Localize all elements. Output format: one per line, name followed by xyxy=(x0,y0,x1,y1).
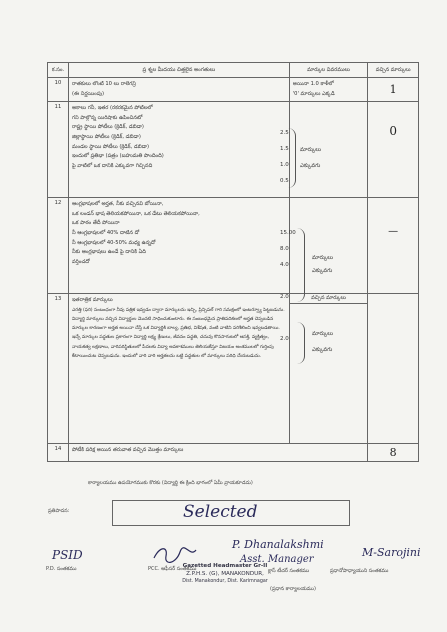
signature-pd: PSID xyxy=(52,548,83,562)
signature-caption: క్లాస్ టీచర్ సంతకము xyxy=(268,568,310,574)
marks-value: 4.0 xyxy=(280,262,289,268)
marks-detail: '0' మార్కులు ఎక్కడి xyxy=(292,90,335,97)
signature-teacher-title: Asst. Manager xyxy=(240,554,314,565)
marks-value: 2.0 xyxy=(280,294,289,300)
marks-value: 1.0 xyxy=(280,162,289,168)
signature-principal: M-Sarojini xyxy=(362,546,421,559)
stamp-line: Gazetted Headmaster Gr-II xyxy=(182,563,268,569)
awarded-marks: — xyxy=(388,226,399,238)
marks-detail: అయినా 1.0 కాళీలో xyxy=(292,81,334,87)
row-title: ఇతరాత్రిక మార్కులు xyxy=(71,297,113,304)
table-row xyxy=(48,78,419,102)
row-number: 13 xyxy=(48,294,69,444)
marks-note: ఎక్కువగు xyxy=(300,163,321,169)
awarded-marks: 1 xyxy=(389,83,397,96)
row-number: 14 xyxy=(48,444,69,462)
marks-value: 8.0 xyxy=(280,246,289,252)
table-row xyxy=(48,102,419,198)
row-description: గని పాల్గొన్న యిరిషాకు ఉపించినటో xyxy=(71,114,143,121)
row-paragraph: ఎరత్తి (ఫరి) సంబంధంగా నీవు పత్రిక ఇవ్వడం ద్వారా మార్కులను ఇచ్చి, ప్రిన్సిపల్ గారి సమక్షంలో ఇంటర్వ్యూ పెట్టబడును. విద్యార్థి మార్కులు వచ్చిన విద్యార్థుల మొదటి సాధించుకుంటారు. ఈ సంబంధమైన ప్రాతిపదికలలో అర్హత చెప్పబడిన మార్కుల కారణంగా అర్హత అయినా చేస్తే ఒక విద్యార్థికి బాల్య, ప్రతిభ, విశేషత, వంటి వాటిని పరిశీలించి ఇవ్వబడతాయి. ఇచ్చే మార్కుల పద్ధతుల ప్రకారంగా విద్యార్థి లక్ష్య శ్రేణులు, జీవనం పద్ధతి, చదువు కొనసాగుటలో ఆసక్తి, వ్యక్తిత్వం, నాయకత్వ లక్షణాలు, వారిపరిస్థితులలో పేదలకు విద్యా అవకాశములు తెలియజేస్తూ విజయం అంశములలో గుర్తింపు కేటాయించుట చెప్పబడును. ఇందులో వారి వారి అర్హతలను బట్టి పద్ధతుల లో మార్కులు పరిధి చేయబడును. xyxy=(71,307,285,359)
row-number: 11 xyxy=(48,102,69,198)
header-marks: మార్కుల వివరములు xyxy=(289,63,368,78)
result-label: ప్రతిపాదన: xyxy=(48,508,70,514)
row-description: ఒక పాఠం తేదీ పోయినా xyxy=(71,220,120,227)
row-description: అకాలు గనీ, ఇతర (రకరకమైన పోటిలలో xyxy=(71,105,153,112)
row-number: 10 xyxy=(48,78,69,102)
marks-note: మార్కులు xyxy=(300,147,322,153)
marks-value: 0.5 xyxy=(280,178,289,184)
stamp-line: Z.P.H.S. (G), MANAKONDUR, xyxy=(186,571,264,577)
marks-value: 2.5 xyxy=(280,130,289,136)
row-description: (ఈ నిర్ణయింపు) xyxy=(71,90,105,97)
signature-teacher: P. Dhanalakshmi xyxy=(232,538,324,551)
signature-caption: PCC. ఆఫీసర్ సంతకము xyxy=(148,566,197,572)
row-description: నీకు ఆంగ్లభాషలు ఉండే పై దానికి ఏది xyxy=(71,249,146,256)
row-description: ఆంగ్లభాషలలో అర్హత, నీకు వచ్చినవి బోయినా, xyxy=(71,201,164,208)
office-caption: (ప్రధాన కార్యాలయము) xyxy=(270,586,316,592)
marks-table xyxy=(47,62,419,462)
awarded-marks: 0 xyxy=(389,124,397,139)
marks-note: మార్కులు xyxy=(312,331,334,337)
table-row xyxy=(48,198,419,294)
result-handwritten: Selected xyxy=(183,502,258,522)
row-description: పై వాటిలో ఒక దానికి ఎక్కువగా గిచ్చినది xyxy=(71,162,153,169)
marks-note: మార్కులు xyxy=(312,255,334,261)
signature-caption: ప్రధానోపాధ్యాయుని సంతకము xyxy=(330,568,389,574)
brace xyxy=(294,228,305,302)
headmaster-stamp xyxy=(165,562,285,586)
result-box xyxy=(112,500,350,526)
marks-note: ఎక్కువగు xyxy=(312,347,333,353)
header-no: క.సం. xyxy=(48,63,69,78)
row-number: 12 xyxy=(48,198,69,294)
marks-note: ఎక్కువగు xyxy=(312,268,333,274)
table-row xyxy=(48,294,419,444)
table-header-row xyxy=(48,63,419,78)
header-description: ప్ర శ్నల మీదయు చిత్తలైన అంగతులు xyxy=(68,63,289,78)
header-awarded: వచ్చిన మార్కులు xyxy=(368,63,419,78)
table-row xyxy=(48,444,419,462)
row-description: నీ ఆంగ్లభాషలలో 40% దాటిన దో xyxy=(71,229,140,236)
signature-caption: P.D. సంతకము xyxy=(46,566,77,572)
office-note: కార్యాలయము ఉపయోగముకు కొరకు (విద్యార్థి ఈ క్రింది భాగంలో ఏమీ వ్రాయకూడదు) xyxy=(88,480,253,486)
row-description: రాష్ట్ర స్థాయి పోటీలు (క్రెడిక్, డబిడా) xyxy=(71,124,144,131)
row-description: వర్తించదో xyxy=(71,258,90,265)
row-description: ఇందులో ప్రతిభా (పత్రం (బహుమతి పొందింది) xyxy=(71,153,164,160)
row-description: జిల్లాస్థాయి పోటీలు (క్రెడిక్, డబిడా) xyxy=(71,133,141,140)
marks-value: 1.5 xyxy=(280,146,289,152)
row-description: నీ ఆంగ్లభాషలలో 40-50% మధ్య ఉన్నదో xyxy=(71,239,156,246)
brace xyxy=(294,322,305,364)
stamp-line: Dist. Manakondur, Dist. Karimnagar xyxy=(182,579,268,584)
brace xyxy=(287,128,296,188)
marks-value: 2.0 xyxy=(280,336,289,342)
row-description: పోటీకి పరిక్ష అయిన తరువాత వచ్చిన మొత్తం మార్కులు xyxy=(71,447,184,454)
row-description: మండల స్థాయి పోటీలు (క్రెడిక్, డబిడా) xyxy=(71,143,150,150)
marks-value: 15.00 xyxy=(280,230,296,236)
row-description: రాతకులు లొంటి 10 లు రాలెగన్రి xyxy=(71,81,136,87)
awarded-marks: 8 xyxy=(389,446,397,460)
row-description: ఒక లండన్ భాష తెలియకపోయినా, ఒక డేటు తెలియకపోయినా, xyxy=(71,210,200,217)
marks-subheader: వచ్చిన మార్కులు xyxy=(290,294,368,304)
